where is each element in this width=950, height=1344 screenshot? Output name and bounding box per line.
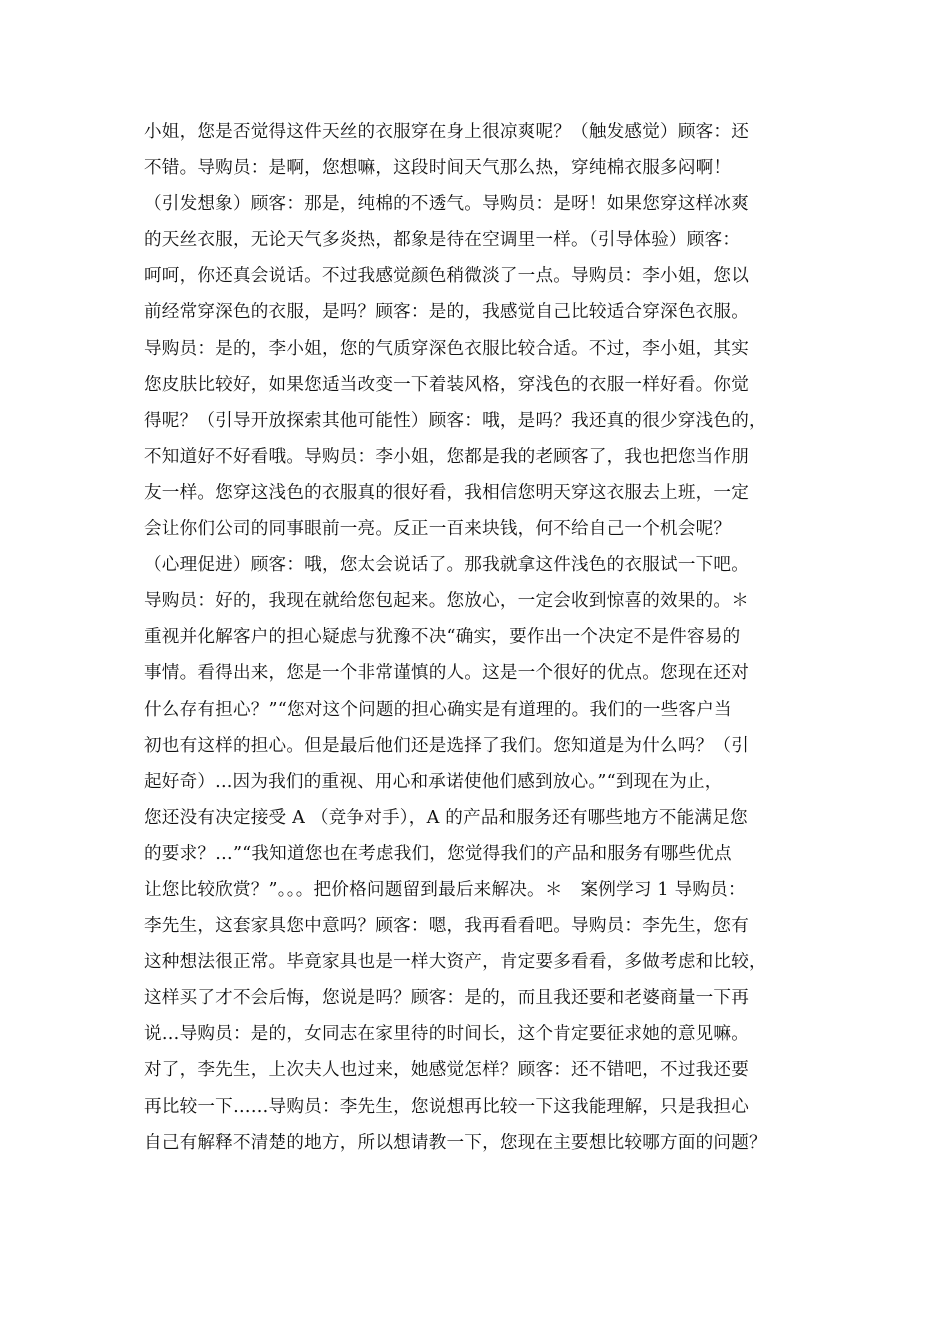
text-line: 的天丝衣服，无论天气多炎热，都象是待在空调里一样。（引导体验）顾客： [144,230,741,251]
text-line: 导购员：好的，我现在就给您包起来。您放心，一定会收到惊喜的效果的。＊ [144,591,749,612]
text-line: 不知道好不好看哦。导购员：李小姐，您都是我的老顾客了，我也把您当作朋 [144,446,749,467]
text-line: 前经常穿深色的衣服，是吗？顾客：是的，我感觉自己比较适合穿深色衣服。 [144,302,749,323]
text-line: 您皮肤比较好，如果您适当改变一下着装风格，穿浅色的衣服一样好看。你觉 [144,374,749,395]
text-line: 自己有解释不清楚的地方，所以想请教一下，您现在主要想比较哪方面的问题？ [144,1132,767,1153]
text-line: 不错。导购员：是啊，您想嘛，这段时间天气那么热，穿纯棉衣服多闷啊！ [144,158,732,179]
text-line: 导购员：是的，李小姐，您的气质穿深色衣服比较合适。不过，李小姐，其实 [144,338,749,359]
text-line: 起好奇）...因为我们的重视、用心和承诺使他们感到放心。”“到现在为止， [144,771,723,792]
text-line: 这种想法很正常。毕竟家具也是一样大资产，肯定要多看看，多做考虑和比较， [144,952,767,973]
text-line: （引发想象）顾客：那是，纯棉的不透气。导购员：是呀！如果您穿这样冰爽 [144,194,749,215]
text-line: 让您比较欣赏？”。。。把价格问题留到最后来解决。＊ 案例学习 1 导购员： [144,879,746,900]
text-line: （心理促进）顾客：哦，您太会说话了。那我就拿这件浅色的衣服试一下吧。 [144,555,749,576]
text-line: 这样买了才不会后悔，您说是吗？顾客：是的，而且我还要和老婆商量一下再 [144,988,749,1009]
text-line: 再比较一下……导购员：李先生，您说想再比较一下这我能理解，只是我担心 [144,1096,749,1117]
text-line: 友一样。您穿这浅色的衣服真的很好看，我相信您明天穿这衣服去上班，一定 [144,482,749,503]
text-line: 呵呵，你还真会说话。不过我感觉颜色稍微淡了一点。导购员：李小姐，您以 [144,266,749,287]
text-line: 得呢？（引导开放探索其他可能性）顾客：哦，是吗？我还真的很少穿浅色的， [144,410,767,431]
text-line: 重视并化解客户的担心疑虑与犹豫不决“确实，要作出一个决定不是件容易的 [144,627,741,648]
text-line: 李先生，这套家具您中意吗？顾客：嗯，我再看看吧。导购员：李先生，您有 [144,916,749,937]
text-line: 事情。看得出来，您是一个非常谨慎的人。这是一个很好的优点。您现在还对 [144,663,749,684]
text-line: 您还没有决定接受 A （竞争对手），A 的产品和服务还有哪些地方不能满足您 [144,807,748,828]
text-line: 会让你们公司的同事眼前一亮。反正一百来块钱，何不给自己一个机会呢？ [144,519,732,540]
body-text [144,114,834,1161]
text-line: 什么存有担心？”“您对这个问题的担心确实是有道理的。我们的一些客户当 [144,699,732,720]
text-line: 初也有这样的担心。但是最后他们还是选择了我们。您知道是为什么吗？（引 [144,735,749,756]
text-line: 的要求？…”“我知道您也在考虑我们，您觉得我们的产品和服务有哪些优点 [144,843,732,864]
text-line: 小姐，您是否觉得这件天丝的衣服穿在身上很凉爽呢？（触发感觉）顾客：还 [144,122,749,142]
text-line: 对了，李先生，上次夫人也过来，她感觉怎样？顾客：还不错吧，不过我还要 [144,1060,749,1081]
text-line: 说…导购员：是的，女同志在家里待的时间长，这个肯定要征求她的意见嘛。 [144,1024,749,1045]
